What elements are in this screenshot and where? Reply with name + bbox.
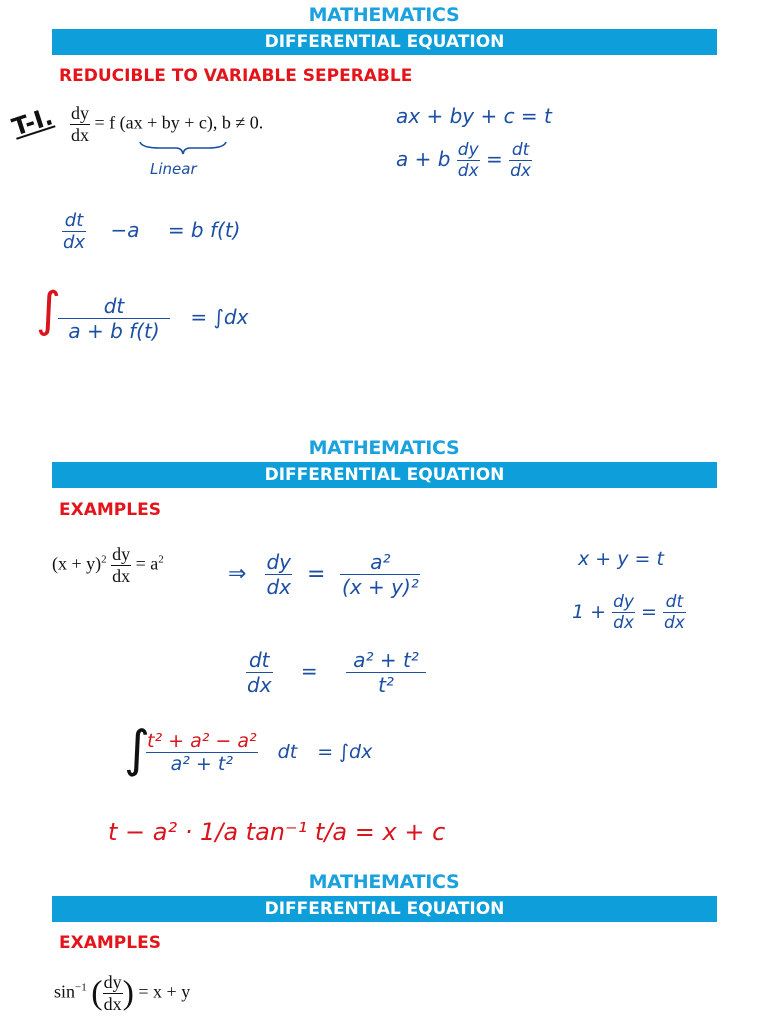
- printed-equation: $(x + y)^2$ $\frac{dy}{dx}$ = $a^2$: [52, 544, 164, 586]
- substitution-line: x + y = t: [578, 548, 664, 570]
- brand-logo-text: MATHEMATICS: [308, 4, 460, 26]
- substitution-line: ax + by + c = t: [396, 104, 552, 128]
- result-line: t − a² · 1/a tan⁻¹ t/a = x + c: [108, 818, 446, 846]
- section-title-bar: DIFFERENTIAL EQUATION: [52, 462, 717, 488]
- section-heading: EXAMPLES: [59, 500, 161, 520]
- dy-dx-fraction: $\frac{dy}{dx}$: [71, 103, 89, 145]
- dy-dx-fraction: $\frac{dy}{dx}$: [112, 544, 131, 586]
- integral-sign: ∫: [124, 720, 151, 778]
- section-title-bar: DIFFERENTIAL EQUATION: [52, 29, 717, 55]
- underbrace: [138, 140, 228, 156]
- dy-dx-fraction: $\frac{dy}{dx}$: [103, 972, 122, 1014]
- printed-equation: $\sin^{-1}$ ( $\frac{dy}{dx}$ ) = x + y: [54, 972, 191, 1014]
- type-label: T-I.: [8, 102, 57, 142]
- integral-expression: $\frac{dt}{\text{a + b f(t)}}$ = ∫dx: [58, 294, 248, 343]
- brand-logo-text: MATHEMATICS: [308, 437, 460, 459]
- step-two: $\frac{dt}{dx}$ = $\frac{\text{a² + t²}}{\text{t²}}$: [246, 648, 426, 697]
- brand-logo-text: MATHEMATICS: [308, 871, 460, 893]
- brace-note: Linear: [150, 160, 197, 178]
- section-title-bar: DIFFERENTIAL EQUATION: [52, 896, 717, 922]
- integral-expression: $\frac{\text{t² + a² − a²}}{\text{a² + t²}}$ dt = ∫dx: [147, 730, 373, 775]
- section-heading: REDUCIBLE TO VARIABLE SEPERABLE: [59, 66, 413, 86]
- step-one: $\frac{dt}{dx}$ −a = b f(t): [63, 210, 241, 253]
- integral-sign: ∫: [36, 282, 62, 338]
- derivative-line: 1 + $\frac{dy}{dx}$ = $\frac{dt}{dx}$: [572, 592, 685, 633]
- equation-rhs: = f (ax + by + c), b ≠ 0.: [94, 112, 264, 133]
- implication-step: ⇒ $\frac{dy}{dx}$ = $\frac{\text{a²}}{\text{(x + y)²}}$: [228, 550, 419, 599]
- section-heading: EXAMPLES: [59, 933, 161, 953]
- derivative-line: a + b $\frac{dy}{dx}$ = $\frac{dt}{dx}$: [396, 140, 531, 181]
